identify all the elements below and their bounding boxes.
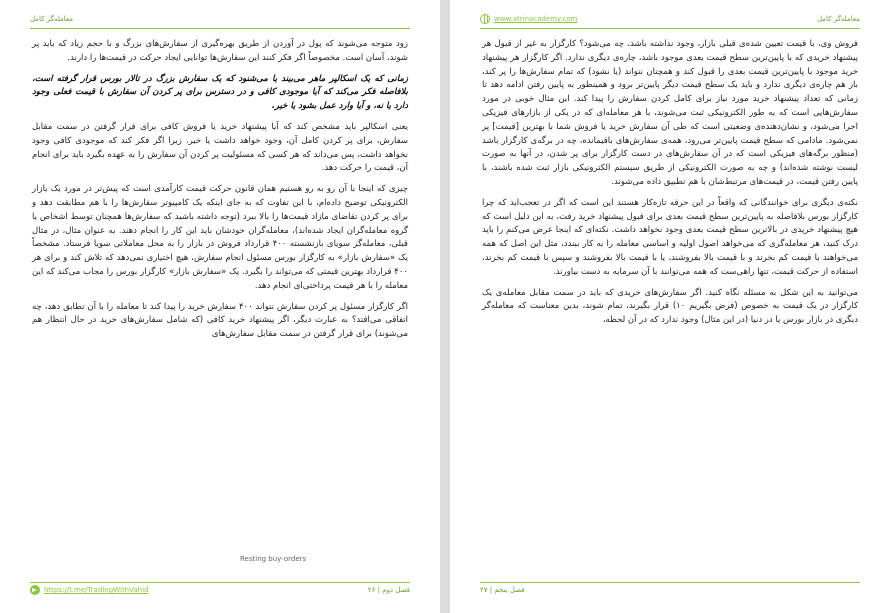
- left-page-header: [30, 12, 410, 29]
- header-category: معامله‌گر کامل: [816, 15, 860, 23]
- paragraph: نکته‌ی دیگری برای خوانندگانی که واقعاً در این حرفه تازه‌کار هستند این است که اگر در تعجب‌اید که چرا کارگزار بورس بلافاصله به پایین‌ترین سطح قیمت بعدی برای قبول پیشنهاد خرید رفت، به این دلیل است که هیچ پیشنهاد خریدی در بالاترین سطح قیمت بعدی وجود نخواهد داشت. نکته‌ای که اینجا عرض می‌کنم را باید درک کنید، هر معامله‌گری که می‌خواهد اصول اولیه و اساسی معامله را به کار ببندد، مثل این اصل که همه می‌خواهند با قیمت کم بخرند و با قیمت بالا بفروشند، یا با قیمت بالا بفروشند و سپس با قیمت کم بخرند، استفاده از حرکت قیمت، تنها راهی‌ست که همه می‌توانند با آن سرمایه به دست بیاورند.: [482, 197, 858, 277]
- book-gutter: [440, 0, 450, 613]
- paragraph: زود متوجه می‌شوند که پول در آوردن از طریق بهره‌گیری از سفارش‌های بزرگ و با حجم زیاد که باید پر شوند، آسان است. مخصوصاً اگر فکر کنند این سفارش‌ها توانایی ایجاد حرکت در قیمت‌ها را دارند.: [32, 39, 408, 63]
- globe-icon: [480, 14, 490, 24]
- right-page-footer: [480, 582, 860, 597]
- paragraph: یعنی اسکالپر باید مشخص کند که آیا پیشنهاد خرید یا فروش کافی برای قرار گرفتن در سمت مقابل سفارش، برای پر کردن کامل آن، وجود خواهد داشت یا خیر. زیرا اگر فکر کند که موجودی کافی وجود نخواهد داشت، پس می‌داند که هر کسی که مسئولیت پر کردن آن سفارش را به عهده بگیرد باید برای انجام آن، قیمت را حرکت دهد.: [32, 121, 408, 174]
- telegram-url[interactable]: https://t.me/TradingWithVahid: [44, 586, 149, 594]
- right-page-body: [482, 38, 858, 335]
- page-number: فصل پنجم | ۲۷: [480, 586, 525, 594]
- header-category: معامله‌گر کامل: [30, 15, 74, 23]
- image-caption: Resting buy-orders: [240, 555, 307, 563]
- left-page-body: [32, 38, 408, 349]
- right-page: [450, 0, 890, 613]
- page-number: ۲۶ | فصل دوم: [367, 586, 410, 594]
- website-url[interactable]: www.atrinacademy.com: [494, 15, 578, 23]
- right-page-header: [480, 12, 860, 29]
- paragraph: می‌توانید به این شکل به مسئله نگاه کنید. اگر سفارش‌های خریدی که باید در سمت مقابل معامله‌ی یک کارگزار در یک قیمت به خصوص (فرض بگیریم ۱۰) قرار بگیرند، تمام شوند، بدین معناست که معامله‌گر دیگری در بازار بورس یا در دنیا (در این مثال) وجود ندارد که در آن لحظه،: [482, 287, 858, 326]
- paragraph: چیزی که اینجا با آن رو به رو هستیم همان قانون حرکت قیمت کارآمدی است که پیش‌تر در مورد یک بازار الکترونیکی توضیح داده‌ام، با این تفاوت که به جای اینکه یک کامپیوتر سفارش‌ها را با هم مطابقت دهد و برای پر کردن تقاضای مازاد قیمت‌ها را بالا ببرد (توجه داشته باشید که سفارش‌ها همچنان توسط اشخاص یا گروه معامله‌گران ایجاد شده‌اند)، معامله‌گران خودشان باید این کار را انجام دهند. به عنوان مثال، در مثال قبلی، معامله‌گر سویای بازنشسته ۴۰۰ قرارداد فروش در بازار را به محل معاملاتی سویا فرستاد. مشخصاً یک «سفارش بازار» به کارگزار بورس مسئول انجام سفارش، هیچ اختیاری نمی‌دهد که تلاش کند و برای هر ۴۰۰ قرارداد بهترین قیمتی که می‌تواند را بگیرد. یک «سفارش بازار» کارگزار بورس را مجاب می‌کند که این معامله را با هر قیمت پرداختی‌ای انجام دهد.: [32, 184, 408, 291]
- telegram-icon: [30, 585, 40, 595]
- telegram-link[interactable]: [30, 585, 148, 595]
- website-link[interactable]: [480, 14, 577, 24]
- left-page: [0, 0, 440, 613]
- paragraph: فروش وی، با قیمت تعیین شده‌ی قبلی بازار، وجود نداشته باشد، چه می‌شود؟ کارگزار به غیر از قبول هر پیشنهاد خریدی که با پایین‌ترین سطح قیمت بعدی موجود باشد، چاره‌ی دیگری ندارد. اگر کارگزار هر پیشنهاد خرید موجود با پایین‌ترین قیمت بعدی را قبول کند و همچنان نتواند (یا نشود) که تمام سفارش‌ها را پر کند، باز هم چاره‌ی دیگری ندارد و باید یک سطح قیمت دیگر پایین‌تر برود و همینطور به پایین رفتن ادامه دهد تا زمانی که تعداد پیشنهاد خرید مورد نیاز برای کامل کردن سفارش را پیدا کند. این مثال خوبی در مورد سفارش‌هایی است که به طور الکترونیکی ثبت می‌شوند، با هر معامله‌ای که در یکی از بازارهای فیزیکی اجرا می‌شود، و نشان‌دهنده‌ی وضعیتی است که طی آن سفارش خرید یا فروش شما با بهترین [قیمت] پر نمی‌شود. مادامی که سطح قیمت پایین‌تر می‌رود، همه‌ی سفارش‌های باقیمانده، چه در برگه‌ی کارگزار باشد (منظور برگه‌های فیزیکی است که در آن سفارش‌های در دست کارگزار برای پر شدن، در آنها به صورت لیست نوشته شده‌اند) و چه به صورت الکترونیکی از طریق سیستم الکترونیکی بازار ثبت شده باشند، با پایین رفتن قیمت، در قیمت‌های مرتبط‌شان با هم تطبیق داده می‌شوند.: [482, 39, 858, 187]
- left-page-footer: [30, 582, 410, 597]
- emphasized-paragraph: زمانی که یک اسکالپر ماهر می‌بیند یا می‌شنود که یک سفارش بزرگ در تالار بورس قرار گرفته است، بلافاصله فکر می‌کند که آیا موجودی کافی و در دسترس برای پر کردن آن سفارش با قیمت فعلی وجود دارد یا نه، و آیا وارد عمل بشود یا خیر.: [32, 73, 408, 112]
- paragraph: اگر کارگزار مسئول پر کردن سفارش نتواند ۴۰۰ سفارش خرید را پیدا کند تا معامله را با آن تطابق دهد، چه اتفاقی می‌افتد؟ به عبارت دیگر، اگر پیشنهاد خرید کافی (که شامل سفارش‌های خرید در حال انتظار هم می‌شوند) برای قرار گرفتن در سمت مقابل سفارش‌های: [32, 301, 408, 340]
